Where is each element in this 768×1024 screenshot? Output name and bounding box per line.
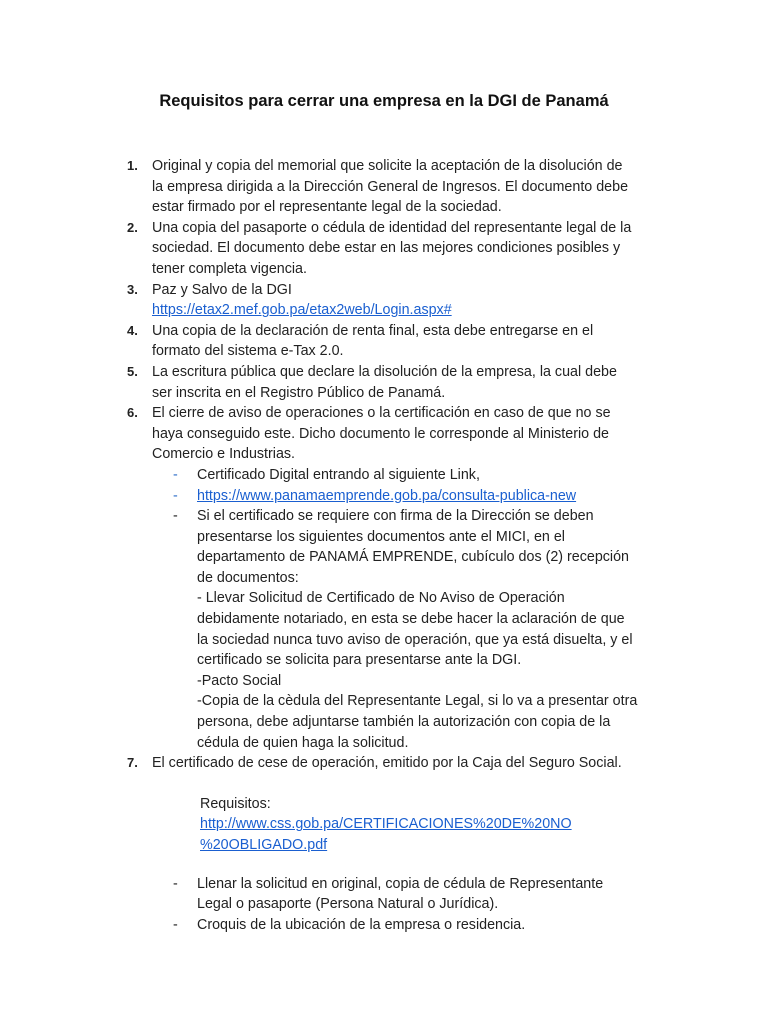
item-text: El cierre de aviso de operaciones o la certificación en caso de que no se [152, 405, 611, 422]
dash-bullet: - [173, 466, 178, 483]
item-text: Comercio e Industrias. [152, 446, 296, 463]
item-text: Original y copia del memorial que solicite la aceptación de la disolución de [152, 158, 623, 174]
requirements-list [0, 156, 768, 935]
list-item-3 [0, 280, 672, 321]
item-number: 2. [127, 219, 138, 235]
dash-bullet: - [173, 916, 178, 933]
sub-item-text: la sociedad nunca tuvo aviso de operación, que ya está disuelta, y el [197, 631, 633, 648]
item-text: Una copia del pasaporte o cédula de identidad del representante legal de la [152, 219, 632, 236]
item-text: Paz y Salvo de la DGI [152, 281, 292, 298]
item-number: 4. [127, 322, 138, 338]
sub-item-text: presentarse los siguientes documentos ante el MICI, en el [197, 528, 565, 545]
sub-item-text: Croquis de la ubicación de la empresa o residencia. [197, 916, 526, 933]
dash-bullet: - [173, 487, 178, 504]
dash-bullet: - [173, 875, 178, 892]
item-text: El certificado de cese de operación, emitido por la Caja del Seguro Social. [152, 755, 622, 772]
sub-item-text: Llenar la solicitud en original, copia de cédula de Representante [197, 875, 604, 892]
page-title: Requisitos para cerrar una empresa en la DGI de Panamá [159, 92, 609, 110]
item-text: tener completa vigencia. [152, 260, 307, 277]
dash-bullet: - [173, 508, 178, 525]
sub-item-text: persona, debe adjuntarse también la autorización con copia de la [197, 714, 611, 731]
list-item-6 [0, 403, 672, 465]
list-item-2 [0, 218, 672, 280]
sub-item-text: -Copia de la cèdula del Representante Legal, si lo va a presentar otra [197, 693, 638, 710]
sub-item-firma-direccion [0, 506, 667, 753]
item-text: formato del sistema e-Tax 2.0. [152, 343, 344, 360]
sub-item-text: debidamente notariado, en esta se debe hacer la aclaración de que [197, 611, 625, 628]
sub-item-text: Si el certificado se requiere con firma de la Dirección se deben [197, 508, 594, 525]
link-text[interactable]: http://www.css.gob.pa/CERTIFICACIONES%20DE%20NO [200, 816, 572, 833]
sub-item-llenar-solicitud [0, 874, 667, 915]
item-text: haya conseguido este. Dicho documento le corresponde al Ministerio de [152, 425, 609, 442]
list-item-5 [0, 362, 672, 403]
panamaemprende-link[interactable]: https://www.panamaemprende.gob.pa/consulta-publica-new [197, 487, 577, 504]
sub-item-text: Legal o pasaporte (Persona Natural o Jurídica). [197, 896, 499, 913]
item-text: estar firmado por el representante legal de la sociedad. [152, 199, 502, 216]
item-text: La escritura pública que declare la disolución de la empresa, la cual debe [152, 363, 617, 380]
css-certificaciones-link[interactable] [200, 814, 620, 855]
sub-item-text: departamento de PANAMÁ EMPRENDE, cubículo dos (2) recepción [197, 549, 630, 566]
item-number: 5. [127, 363, 138, 379]
item-text: ser inscrita en el Registro Público de Panamá. [152, 384, 446, 401]
link-text[interactable]: %20OBLIGADO.pdf [200, 837, 328, 853]
sub-item-croquis [0, 915, 667, 936]
item-number: 1. [127, 158, 138, 173]
sub-item-text: cédula de quien haga la solicitud. [197, 734, 409, 751]
list-item-7 [0, 753, 672, 774]
item-text: Una copia de la declaración de renta final, esta debe entregarse en el [152, 322, 594, 339]
css-sub-items [0, 874, 768, 936]
sub-item-text: de documentos: [197, 569, 299, 586]
item-number: 3. [127, 281, 138, 297]
item-text: la empresa dirigida a la Dirección General de Ingresos. El documento debe [152, 178, 629, 195]
sub-item-certificado-digital [0, 465, 667, 486]
item-number: 6. [127, 405, 138, 421]
sub-item-text: - Llevar Solicitud de Certificado de No Aviso de Operación [197, 590, 565, 607]
sub-item-panamaemprende-link [0, 486, 667, 507]
item-text: sociedad. El documento debe estar en las mejores condiciones posibles y [152, 240, 621, 257]
sub-item-text: Certificado Digital entrando al siguiente Link, [197, 466, 480, 483]
css-requisitos-block [0, 794, 620, 856]
sub-item-text: -Pacto Social [197, 672, 282, 689]
list-item-4 [0, 321, 672, 362]
etax-login-link[interactable]: https://etax2.mef.gob.pa/etax2web/Login.aspx# [152, 302, 452, 319]
requisitos-label: Requisitos: [200, 795, 271, 812]
sub-item-text: certificado se solicita para presentarse ante la DGI. [197, 652, 522, 669]
list-item-1 [0, 156, 672, 218]
item-number: 7. [127, 755, 138, 771]
